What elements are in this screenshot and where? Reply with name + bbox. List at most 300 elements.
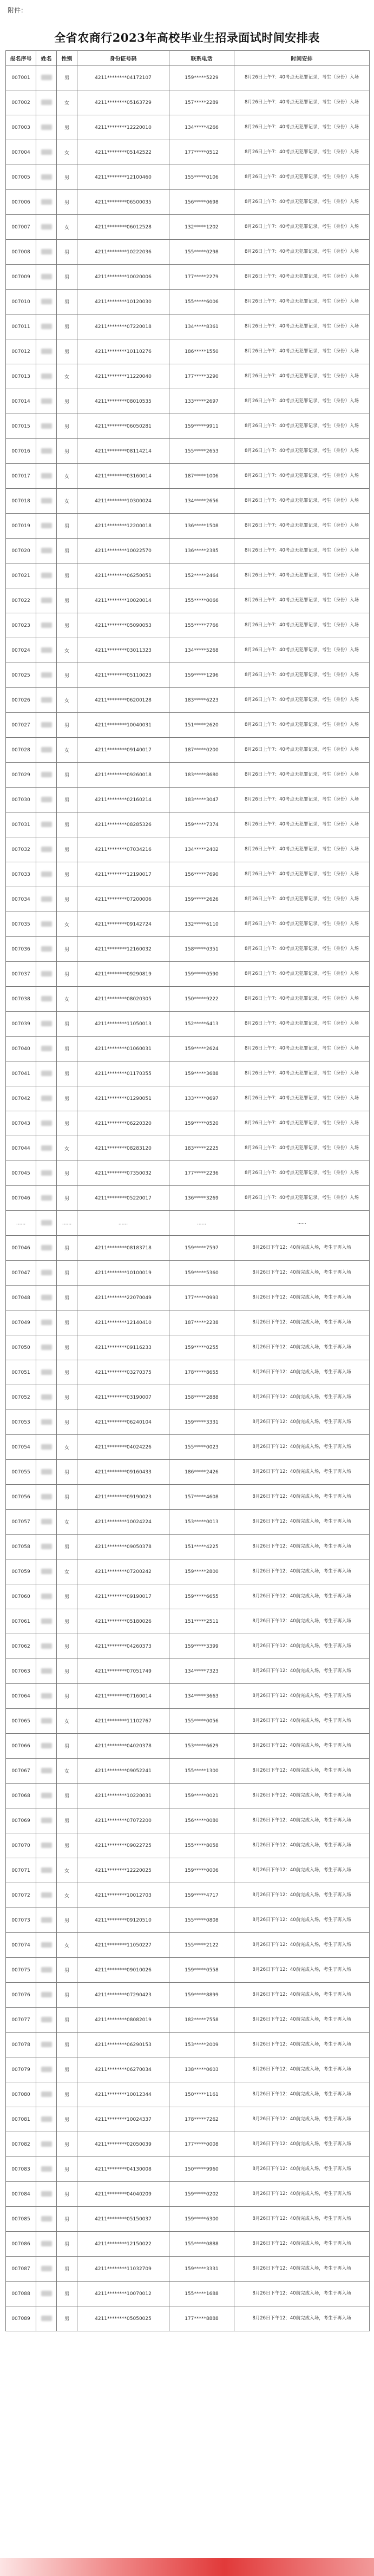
cell-phone: 159*****1296 — [169, 663, 234, 688]
cell-gender: 男 — [57, 190, 77, 215]
cell-time: 8月26日上午7：40考点无犯罪记录，考生（身份）入场 — [234, 738, 370, 763]
cell-id: 007089 — [6, 2306, 36, 2331]
cell-time: 8月26日下午12：40前完成入场，考生于再入场 — [234, 1435, 370, 1460]
redacted-name — [41, 1170, 52, 1176]
cell-time: 8月26日下午12：40前完成入场，考生于再入场 — [234, 2033, 370, 2057]
redacted-name — [41, 1394, 52, 1400]
cell-time: 8月26日上午7：40考点无犯罪记录，考生（身份）入场 — [234, 962, 370, 987]
table-row — [6, 2157, 370, 2182]
cell-gender: 男 — [57, 2132, 77, 2157]
cell-phone: 177*****3290 — [169, 364, 234, 389]
cell-name — [36, 1584, 57, 1609]
cell-phone: 134*****4266 — [169, 115, 234, 140]
cell-phone: 155*****0106 — [169, 165, 234, 190]
cell-time: 8月26日上午7：40考点无犯罪记录，考生（身份）入场 — [234, 663, 370, 688]
cell-time: 8月26日下午12：40前完成入场，考生于再入场 — [234, 1908, 370, 1933]
cell-id-card: 4211********05150037 — [77, 2207, 169, 2232]
cell-phone: 151*****2511 — [169, 1609, 234, 1634]
cell-id: 007031 — [6, 812, 36, 837]
cell-gender: 女 — [57, 1709, 77, 1734]
cell-id: 007016 — [6, 439, 36, 464]
table-row — [6, 2107, 370, 2132]
cell-time: 8月26日上午7：40考点无犯罪记录，考生（身份）入场 — [234, 1061, 370, 1086]
table-row — [6, 1286, 370, 1310]
redacted-name — [41, 1917, 52, 1923]
cell-name — [36, 688, 57, 713]
cell-gender: 女 — [57, 1759, 77, 1784]
redacted-name — [41, 2116, 52, 2122]
redacted-name — [41, 1245, 52, 1250]
cell-name — [36, 1186, 57, 1211]
cell-time: 8月26日下午12：40前完成入场，考生于再入场 — [234, 2232, 370, 2257]
cell-id: 007053 — [6, 1410, 36, 1435]
cell-id: 007005 — [6, 165, 36, 190]
cell-phone: 177*****2236 — [169, 1161, 234, 1186]
cell-phone: 155*****0056 — [169, 1709, 234, 1734]
cell-id-card: 4211********10070012 — [77, 2282, 169, 2306]
cell-gender: 男 — [57, 613, 77, 638]
cell-phone: 159*****8899 — [169, 1983, 234, 2008]
cell-id: 007049 — [6, 1310, 36, 1335]
cell-time: 8月26日下午12：40前完成入场，考生于再入场 — [234, 1236, 370, 1261]
redacted-name — [41, 1021, 52, 1026]
cell-gender: 男 — [57, 1161, 77, 1186]
cell-id: 007023 — [6, 613, 36, 638]
cell-gender: 女 — [57, 90, 77, 115]
cell-phone: 156*****0080 — [169, 1808, 234, 1833]
cell-name — [36, 1709, 57, 1734]
cell-time: 8月26日下午12：40前完成入场，考生于再入场 — [234, 2306, 370, 2331]
cell-id: 007056 — [6, 1485, 36, 1510]
cell-name — [36, 2182, 57, 2207]
cell-name — [36, 389, 57, 414]
redacted-name — [41, 1519, 52, 1524]
cell-phone: 159*****0202 — [169, 2182, 234, 2207]
redacted-name — [41, 747, 52, 752]
cell-id-card: 4211********10012344 — [77, 2082, 169, 2107]
cell-time: 8月26日下午12：40前完成入场，考生于再入场 — [234, 1310, 370, 1335]
table-row — [6, 638, 370, 663]
cell-id-card: 4211********03160014 — [77, 464, 169, 489]
cell-id: 007006 — [6, 190, 36, 215]
cell-id-card: 4211********09022725 — [77, 1833, 169, 1858]
cell-name — [36, 414, 57, 439]
cell-time: 8月26日下午12：40前完成入场，考生于再入场 — [234, 1808, 370, 1833]
table-row — [6, 2282, 370, 2306]
redacted-name — [41, 1992, 52, 1997]
cell-gender: 女 — [57, 215, 77, 240]
table-row — [6, 389, 370, 414]
cell-phone: 177*****0993 — [169, 1286, 234, 1310]
cell-phone: 150*****1161 — [169, 2082, 234, 2107]
cell-phone: 155*****1688 — [169, 2282, 234, 2306]
cell-time: 8月26日上午7：40考点无犯罪记录，考生（身份）入场 — [234, 912, 370, 937]
cell-name — [36, 1983, 57, 2008]
cell-id-card: 4211********04260373 — [77, 1634, 169, 1659]
cell-name — [36, 240, 57, 265]
redacted-name — [41, 299, 52, 304]
table-row — [6, 1734, 370, 1759]
cell-time: 8月26日上午7：40考点无犯罪记录，考生（身份）入场 — [234, 862, 370, 887]
cell-id: 007024 — [6, 638, 36, 663]
cell-id: 007072 — [6, 1883, 36, 1908]
table-row — [6, 215, 370, 240]
cell-phone: 183*****8680 — [169, 763, 234, 788]
cell-id-card: 4211********10220031 — [77, 1784, 169, 1808]
redacted-name — [41, 2166, 52, 2172]
cell-phone: 183*****2225 — [169, 1136, 234, 1161]
cell-id: 007034 — [6, 887, 36, 912]
cell-name — [36, 962, 57, 987]
cell-id-card: 4211********12150022 — [77, 2232, 169, 2257]
cell-time: 8月26日上午7：40考点无犯罪记录，考生（身份）入场 — [234, 90, 370, 115]
cell-name — [36, 837, 57, 862]
cell-gender: 男 — [57, 265, 77, 290]
cell-name — [36, 1958, 57, 1983]
cell-time: 8月26日下午12：40前完成入场，考生于再入场 — [234, 1833, 370, 1858]
cell-id-card: 4211********11102767 — [77, 1709, 169, 1734]
cell-gender: 男 — [57, 2207, 77, 2232]
redacted-name — [41, 2316, 52, 2321]
redacted-name — [41, 174, 52, 180]
redacted-name — [41, 1967, 52, 1972]
cell-id-card: 4211********10100019 — [77, 1261, 169, 1286]
table-row — [6, 2232, 370, 2257]
table-row — [6, 115, 370, 140]
cell-id: 007003 — [6, 115, 36, 140]
cell-id: 007060 — [6, 1584, 36, 1609]
cell-time: 8月26日上午7：40考点无犯罪记录，考生（身份）入场 — [234, 1037, 370, 1061]
cell-id: 007048 — [6, 1286, 36, 1310]
cell-gender: 女 — [57, 638, 77, 663]
cell-time: ...... — [234, 1211, 370, 1236]
cell-name — [36, 1535, 57, 1559]
cell-name — [36, 1012, 57, 1037]
cell-time: 8月26日上午7：40考点无犯罪记录，考生（身份）入场 — [234, 837, 370, 862]
cell-id-card: 4211********12220010 — [77, 115, 169, 140]
cell-gender: 男 — [57, 588, 77, 613]
cell-phone: 159*****5360 — [169, 1261, 234, 1286]
cell-gender: 男 — [57, 1360, 77, 1385]
cell-id-card: 4211********09116233 — [77, 1335, 169, 1360]
cell-id-card: 4211********06270034 — [77, 2057, 169, 2082]
cell-id-card: 4211********06290153 — [77, 2033, 169, 2057]
cell-id-card: 4211********09190017 — [77, 1584, 169, 1609]
cell-gender: 男 — [57, 837, 77, 862]
cell-time: 8月26日下午12：40前完成入场，考生于再入场 — [234, 1609, 370, 1634]
table-row — [6, 1958, 370, 1983]
cell-gender: 男 — [57, 887, 77, 912]
cell-id-card: 4211********12160032 — [77, 937, 169, 962]
cell-id: 007041 — [6, 1061, 36, 1086]
cell-gender: 男 — [57, 1485, 77, 1510]
cell-time: 8月26日下午12：40前完成入场，考生于再入场 — [234, 1709, 370, 1734]
cell-phone: 159*****2626 — [169, 887, 234, 912]
cell-name — [36, 90, 57, 115]
cell-phone: 159*****5229 — [169, 65, 234, 90]
cell-time: 8月26日上午7：40考点无犯罪记录，考生（身份）入场 — [234, 1136, 370, 1161]
table-row — [6, 1784, 370, 1808]
redacted-name — [41, 1718, 52, 1723]
cell-id: 007061 — [6, 1609, 36, 1634]
redacted-name — [41, 2092, 52, 2097]
cell-gender: 男 — [57, 2182, 77, 2207]
cell-id: 007063 — [6, 1659, 36, 1684]
redacted-name — [41, 573, 52, 578]
table-row — [6, 2057, 370, 2082]
cell-id: 007020 — [6, 539, 36, 563]
cell-id-card: 4211********07350032 — [77, 1161, 169, 1186]
table-row — [6, 165, 370, 190]
cell-phone: 155*****1300 — [169, 1759, 234, 1784]
table-row — [6, 2182, 370, 2207]
cell-id-card: 4211********10012703 — [77, 1883, 169, 1908]
redacted-name — [41, 772, 52, 777]
cell-id-card: 4211********07200006 — [77, 887, 169, 912]
table-row — [6, 1559, 370, 1584]
cell-gender: 男 — [57, 2082, 77, 2107]
cell-gender: 男 — [57, 1037, 77, 1061]
cell-phone: 155*****8058 — [169, 1833, 234, 1858]
cell-id-card: ...... — [77, 1211, 169, 1236]
cell-time: 8月26日上午7：40考点无犯罪记录，考生（身份）入场 — [234, 190, 370, 215]
cell-id-card: 4211********06240104 — [77, 1410, 169, 1435]
cell-gender: 男 — [57, 1061, 77, 1086]
cell-phone: 159*****0520 — [169, 1111, 234, 1136]
cell-phone: 159*****3331 — [169, 2257, 234, 2282]
table-row — [6, 862, 370, 887]
cell-phone: 155*****7766 — [169, 613, 234, 638]
table-row — [6, 1261, 370, 1286]
cell-phone: 155*****2653 — [169, 439, 234, 464]
cell-phone: 134*****7323 — [169, 1659, 234, 1684]
redacted-name — [41, 2017, 52, 2022]
cell-id-card: 4211********06220320 — [77, 1111, 169, 1136]
table-body — [6, 65, 370, 2331]
cell-id: 007037 — [6, 962, 36, 987]
table-row — [6, 265, 370, 290]
cell-id: 007079 — [6, 2057, 36, 2082]
cell-id-card: 4211********08114214 — [77, 439, 169, 464]
cell-id: 007071 — [6, 1858, 36, 1883]
cell-id-card: 4211********12220025 — [77, 1858, 169, 1883]
schedule-table — [5, 50, 370, 2331]
table-row — [6, 1136, 370, 1161]
cell-gender: 女 — [57, 1933, 77, 1958]
cell-phone: 152*****6413 — [169, 1012, 234, 1037]
cell-time: 8月26日上午7：40考点无犯罪记录，考生（身份）入场 — [234, 937, 370, 962]
cell-name — [36, 1609, 57, 1634]
cell-name — [36, 2157, 57, 2182]
cell-gender: 男 — [57, 1335, 77, 1360]
cell-id: 007029 — [6, 763, 36, 788]
header-cell: 身份证号码 — [77, 51, 169, 65]
cell-phone: 159*****0021 — [169, 1784, 234, 1808]
cell-id-card: 4211********08020305 — [77, 987, 169, 1012]
cell-phone: 159*****9911 — [169, 414, 234, 439]
table-row — [6, 90, 370, 115]
cell-time: 8月26日上午7：40考点无犯罪记录，考生（身份）入场 — [234, 240, 370, 265]
table-row — [6, 1460, 370, 1485]
redacted-name — [41, 1693, 52, 1699]
cell-phone: 183*****3047 — [169, 788, 234, 812]
cell-id: 007043 — [6, 1111, 36, 1136]
table-row — [6, 240, 370, 265]
table-row — [6, 987, 370, 1012]
cell-gender: 女 — [57, 364, 77, 389]
redacted-name — [41, 373, 52, 379]
table-row — [6, 1759, 370, 1784]
cell-time: 8月26日上午7：40考点无犯罪记录，考生（身份）入场 — [234, 812, 370, 837]
table-row — [6, 364, 370, 389]
cell-name — [36, 115, 57, 140]
redacted-name — [41, 1295, 52, 1300]
cell-name — [36, 862, 57, 887]
table-row — [6, 190, 370, 215]
cell-id: 007028 — [6, 738, 36, 763]
cell-gender: 男 — [57, 1833, 77, 1858]
redacted-name — [41, 2291, 52, 2296]
cell-gender: 男 — [57, 1908, 77, 1933]
cell-name — [36, 2082, 57, 2107]
redacted-name — [41, 2067, 52, 2072]
cell-phone: 155*****0298 — [169, 240, 234, 265]
redacted-name — [41, 224, 52, 230]
cell-gender: 男 — [57, 1286, 77, 1310]
cell-phone: 155*****2122 — [169, 1933, 234, 1958]
cell-phone: 158*****2888 — [169, 1385, 234, 1410]
cell-id-card: 4211********10024224 — [77, 1510, 169, 1535]
cell-name — [36, 2306, 57, 2331]
redacted-name — [41, 2191, 52, 2197]
cell-gender: 男 — [57, 1808, 77, 1833]
redacted-name — [41, 1320, 52, 1325]
cell-time: 8月26日下午12：40前完成入场，考生于再入场 — [234, 1784, 370, 1808]
redacted-name — [41, 971, 52, 976]
cell-name — [36, 2057, 57, 2082]
cell-time: 8月26日上午7：40考点无犯罪记录，考生（身份）入场 — [234, 638, 370, 663]
cell-id-card: 4211********09142724 — [77, 912, 169, 937]
redacted-name — [41, 1818, 52, 1823]
cell-name — [36, 1734, 57, 1759]
cell-id: 007082 — [6, 2132, 36, 2157]
redacted-name — [41, 149, 52, 155]
table-row — [6, 613, 370, 638]
cell-gender: 女 — [57, 1136, 77, 1161]
cell-gender: 男 — [57, 240, 77, 265]
cell-time: 8月26日下午12：40前完成入场，考生于再入场 — [234, 1584, 370, 1609]
table-row — [6, 2033, 370, 2057]
cell-time: 8月26日下午12：40前完成入场，考生于再入场 — [234, 1535, 370, 1559]
cell-name — [36, 1485, 57, 1510]
cell-phone: 153*****0013 — [169, 1510, 234, 1535]
table-row — [6, 2257, 370, 2282]
cell-phone: 183*****6223 — [169, 688, 234, 713]
redacted-name — [41, 1569, 52, 1574]
cell-id: 007070 — [6, 1833, 36, 1858]
cell-gender: 男 — [57, 1734, 77, 1759]
table-row — [6, 2008, 370, 2033]
cell-id: 007080 — [6, 2082, 36, 2107]
cell-name — [36, 1236, 57, 1261]
cell-id: 007047 — [6, 1261, 36, 1286]
cell-id-card: 4211********03270375 — [77, 1360, 169, 1385]
cell-id: 007073 — [6, 1908, 36, 1933]
cell-phone: 155*****0023 — [169, 1435, 234, 1460]
cell-id: 007026 — [6, 688, 36, 713]
cell-name — [36, 1086, 57, 1111]
table-row — [6, 1236, 370, 1261]
cell-phone: 152*****2464 — [169, 563, 234, 588]
table-row — [6, 1161, 370, 1186]
attachment-label: 附件： — [8, 6, 28, 14]
cell-phone: 134*****2402 — [169, 837, 234, 862]
cell-name — [36, 1808, 57, 1833]
table-row — [6, 1808, 370, 1833]
cell-phone: 159*****6655 — [169, 1584, 234, 1609]
cell-time: 8月26日上午7：40考点无犯罪记录，考生（身份）入场 — [234, 788, 370, 812]
cell-phone: 156*****0698 — [169, 190, 234, 215]
cell-time: 8月26日下午12：40前完成入场，考生于再入场 — [234, 2107, 370, 2132]
table-row — [6, 837, 370, 862]
cell-gender: 男 — [57, 339, 77, 364]
cell-id-card: 4211********01170355 — [77, 1061, 169, 1086]
cell-name — [36, 812, 57, 837]
cell-id: 007002 — [6, 90, 36, 115]
cell-time: 8月26日下午12：40前完成入场，考生于再入场 — [234, 2257, 370, 2282]
cell-id-card: 4211********06250051 — [77, 563, 169, 588]
cell-name — [36, 738, 57, 763]
cell-time: 8月26日上午7：40考点无犯罪记录，考生（身份）入场 — [234, 65, 370, 90]
redacted-name — [41, 1046, 52, 1051]
table-row — [6, 1360, 370, 1385]
table-row — [6, 1883, 370, 1908]
cell-phone: 182*****7558 — [169, 2008, 234, 2033]
table-row — [6, 688, 370, 713]
redacted-name — [41, 1270, 52, 1275]
cell-name — [36, 937, 57, 962]
cell-name — [36, 713, 57, 738]
redacted-name — [41, 672, 52, 678]
cell-id-card: 4211********09160433 — [77, 1460, 169, 1485]
cell-gender: 男 — [57, 663, 77, 688]
cell-gender: 女 — [57, 1858, 77, 1883]
cell-time: 8月26日上午7：40考点无犯罪记录，考生（身份）入场 — [234, 414, 370, 439]
cell-gender: 男 — [57, 1659, 77, 1684]
cell-time: 8月26日下午12：40前完成入场，考生于再入场 — [234, 1385, 370, 1410]
cell-id: 007054 — [6, 1435, 36, 1460]
cell-id-card: 4211********10024337 — [77, 2107, 169, 2132]
cell-id-card: 4211********09260018 — [77, 763, 169, 788]
cell-time: 8月26日上午7：40考点无犯罪记录，考生（身份）入场 — [234, 763, 370, 788]
cell-phone: 159*****2624 — [169, 1037, 234, 1061]
cell-gender: 男 — [57, 314, 77, 339]
cell-id-card: 4211********01060031 — [77, 1037, 169, 1061]
table-row — [6, 1310, 370, 1335]
cell-gender: 男 — [57, 1983, 77, 2008]
cell-name — [36, 1161, 57, 1186]
cell-gender: 女 — [57, 688, 77, 713]
redacted-name — [41, 100, 52, 105]
cell-id-card: 4211********09052241 — [77, 1759, 169, 1784]
cell-time: 8月26日上午7：40考点无犯罪记录，考生（身份）入场 — [234, 713, 370, 738]
cell-id: 007058 — [6, 1535, 36, 1559]
cell-gender: 男 — [57, 1410, 77, 1435]
cell-time: 8月26日上午7：40考点无犯罪记录，考生（身份）入场 — [234, 290, 370, 314]
cell-gender: 男 — [57, 1584, 77, 1609]
table-row — [6, 2132, 370, 2157]
cell-gender: 男 — [57, 1012, 77, 1037]
